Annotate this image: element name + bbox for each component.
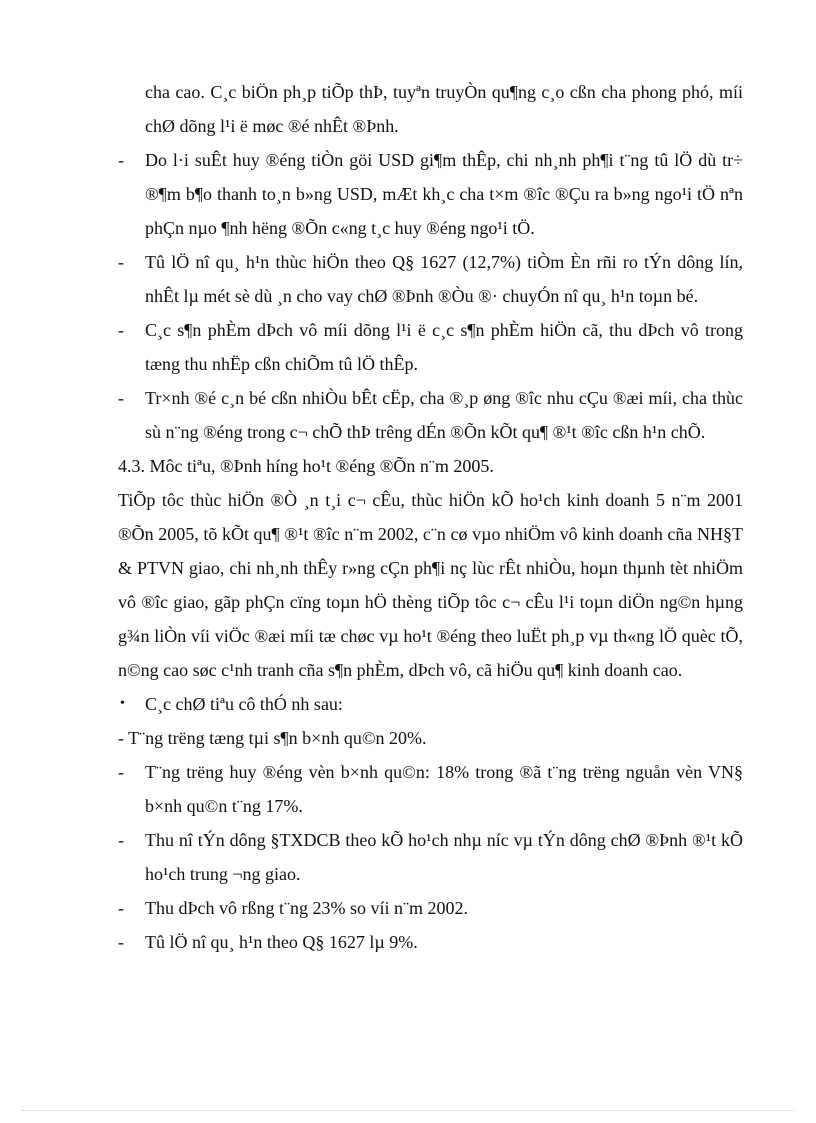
list-item-text: T¨ng trëng huy ®éng vèn b×nh qu©n: 18% trong ®ã t¨ng trëng nguån vèn VN§ b×nh qu©n t¨ng 17%. bbox=[145, 762, 743, 816]
first-target-line: - T¨ng trëng tæng tµi s¶n b×nh qu©n 20%. bbox=[118, 728, 427, 748]
list-item-text: Tû lÖ nî qu¸ h¹n theo Q§ 1627 lµ 9%. bbox=[145, 932, 418, 952]
intro-paragraph: TiÕp tôc thùc hiÖn ®Ò ¸n t¸i c¬ cÊu, thùc hiÖn kÕ ho¹ch kinh doanh 5 n¨m 2001 ®Õn 2005, tõ kÕt qu¶ ®¹t ®îc n¨m 2002, c¨n cø vµo nhiÖm vô kinh doanh cña NH§T & PTVN giao, chi nh¸nh thÊy r»ng cÇn ph¶i nç lùc rÊt nhiÒu, hoµn thµnh tèt nhiÖm vô ®îc giao, gãp phÇn cïng toµn hÖ thèng tiÕp tôc c¬ cÊu l¹i toµn diÖn ng©n hµng g¾n liÒn víi viÖc ®æi míi tæ chøc vµ ho¹t ®éng theo luËt ph¸p vµ th«ng lÖ quèc tÕ, n©ng cao søc c¹nh tranh cña s¶n phÈm, dÞch vô, cã hiÖu qu¶ kinh doanh cao. bbox=[118, 490, 743, 680]
section-heading: 4.3. Môc tiªu, ®Þnh híng ho¹t ®éng ®Õn n¨m 2005. bbox=[118, 456, 494, 476]
list-item bbox=[118, 313, 743, 381]
continuation-paragraph: cha cao. C¸c biÖn ph¸p tiÕp thÞ, tuyªn truyÒn qu¶ng c¸o cßn cha phong phó, míi chØ dõng l¹i ë møc ®é nhÊt ®Þnh. bbox=[145, 82, 743, 136]
list-item bbox=[118, 245, 743, 313]
page-bottom-rule bbox=[22, 1110, 794, 1111]
targets-bullet bbox=[118, 687, 743, 721]
dash-marker: - bbox=[118, 150, 124, 170]
dash-marker: - bbox=[118, 830, 124, 850]
dash-marker: - bbox=[118, 762, 124, 782]
dash-marker: - bbox=[118, 898, 124, 918]
list-item-text: Do l·i suÊt huy ®éng tiÒn göi USD gi¶m thÊp, chi nh¸nh ph¶i t¨ng tû lÖ dù tr÷ ®¶m b¶o thanh to¸n b»ng USD, mÆt kh¸c cha t×m ®îc ®Çu ra b»ng ngo¹i tÖ nªn phÇn nµo ¶nh hëng ®Õn c«ng t¸c huy ®éng ngo¹i tÖ. bbox=[145, 150, 743, 238]
targets-list bbox=[118, 755, 743, 959]
list-item-text: Tr×nh ®é c¸n bé cßn nhiÒu bÊt cËp, cha ®¸p øng ®îc nhu cÇu ®æi míi, cha thùc sù n¨ng ®éng trong c¬ chÕ thÞ trêng dÉn ®Õn kÕt qu¶ ®¹t ®îc cßn h¹n chÕ. bbox=[145, 388, 743, 442]
list-item bbox=[118, 925, 743, 959]
list-item bbox=[118, 823, 743, 891]
list-item bbox=[118, 381, 743, 449]
dash-marker: - bbox=[118, 388, 124, 408]
dash-marker: - bbox=[118, 932, 124, 952]
list-item-text: C¸c s¶n phÈm dÞch vô míi dõng l¹i ë c¸c s¶n phÈm hiÖn cã, thu dÞch vô trong tæng thu nhËp cßn chiÕm tû lÖ thÊp. bbox=[145, 320, 743, 374]
targets-bullet-text: C¸c chØ tiªu cô thÓ nh sau: bbox=[145, 694, 343, 714]
list-item-text: Thu nî tÝn dông §TXDCB theo kÕ ho¹ch nhµ níc vµ tÝn dông chØ ®Þnh ®¹t kÕ ho¹ch trung ¬ng giao. bbox=[145, 830, 743, 884]
page-content bbox=[118, 75, 743, 959]
list-item bbox=[118, 755, 743, 823]
bullet-marker: • bbox=[120, 696, 125, 711]
issues-list bbox=[118, 143, 743, 449]
list-item-text: Tû lÖ nî qu¸ h¹n thùc hiÖn theo Q§ 1627 (12,7%) tiÒm Èn rñi ro tÝn dông lín, nhÊt lµ mét sè dù ¸n cho vay chØ ®Þnh ®Òu ®· chuyÓn nî qu¸ h¹n toµn bé. bbox=[145, 252, 743, 306]
dash-marker: - bbox=[118, 320, 124, 340]
list-item bbox=[118, 143, 743, 245]
dash-marker: - bbox=[118, 252, 124, 272]
list-item-text: Thu dÞch vô rßng t¨ng 23% so víi n¨m 2002. bbox=[145, 898, 468, 918]
list-item bbox=[118, 891, 743, 925]
